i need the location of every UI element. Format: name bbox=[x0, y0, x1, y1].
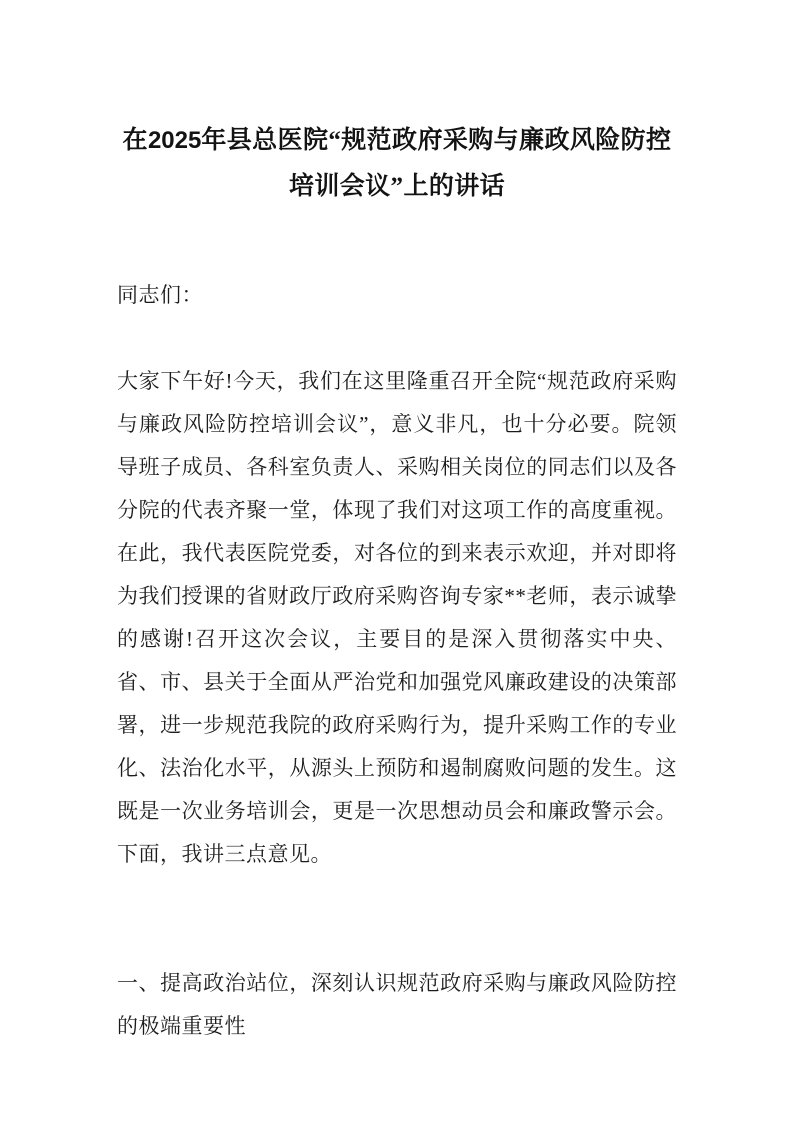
section-heading-1: 一、提高政治站位，深刻认识规范政府采购与廉政风险防控的极端重要性 bbox=[117, 971, 677, 1038]
body-paragraph: 大家下午好!今天，我们在这里隆重召开全院“规范政府采购与廉政风险防控培训会议”，意义非凡，也十分必要。院领导班子成员、各科室负责人、采购相关岗位的同志们以及各分院的代表齐聚一堂，体现了我们对这项工作的高度重视。在此，我代表医院党委，对各位的到来表示欢迎，并对即将为我们授课的省财政厅政府采购咨询专家**老师，表示诚挚的感谢!召开这次会议，主要目的是深入贯彻落实中央、省、市、县关于全面从严治党和加强党风廉政建设的决策部署，进一步规范我院的政府采购行为，提升采购工作的专业化、法治化水平，从源头上预防和遏制腐败问题的发生。这既是一次业务培训会，更是一次思想动员会和廉政警示会。下面，我讲三点意见。 bbox=[117, 369, 677, 866]
title-suffix: 年县总医院“规范政府采购与廉政风险防控 bbox=[201, 127, 672, 154]
title-year: 2025 bbox=[147, 127, 202, 154]
document-body bbox=[117, 0, 677, 1048]
title-line-2: 培训会议”上的讲话 bbox=[288, 173, 506, 200]
salutation: 同志们： bbox=[117, 283, 203, 307]
title-line-1 bbox=[123, 127, 672, 154]
title-prefix: 在 bbox=[122, 127, 148, 154]
page-title bbox=[117, 0, 677, 210]
